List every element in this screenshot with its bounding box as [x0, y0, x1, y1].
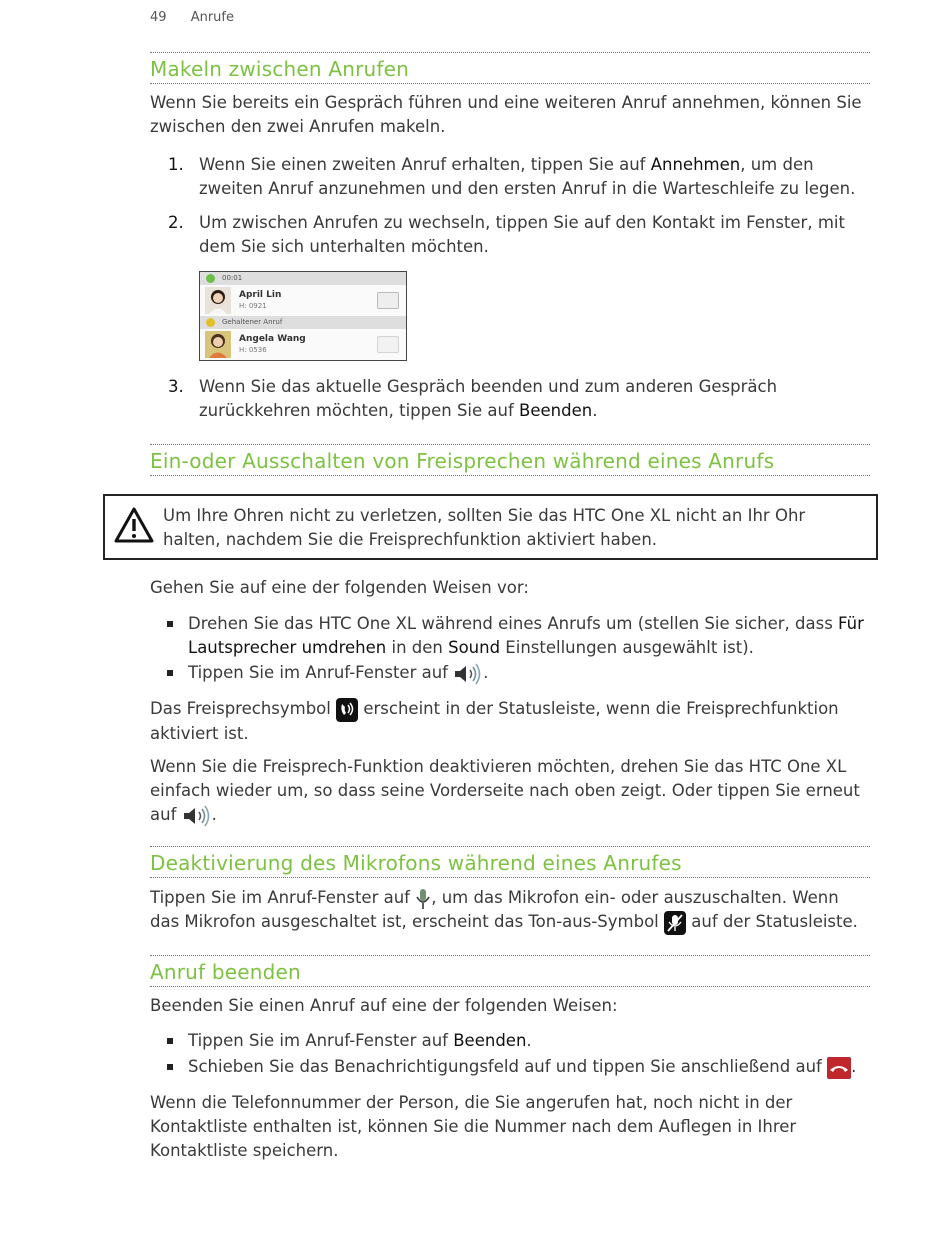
section2-para1: Das Freisprechsymbol erscheint in der Statusleiste, wenn die Freisprechfunktion aktiviert ist. — [150, 699, 839, 743]
bullet-icon — [167, 1064, 173, 1070]
section-heading-makeln: Makeln zwischen Anrufen — [150, 52, 870, 84]
page-number: 49 — [150, 10, 167, 25]
section2-intro: Gehen Sie auf eine der folgenden Weisen vor: — [150, 578, 529, 597]
section4-intro: Beenden Sie einen Anruf auf eine der folgenden Weisen: — [150, 996, 618, 1015]
hold-dot-icon — [206, 318, 215, 327]
chapter-title: Anrufe — [190, 10, 234, 25]
warning-text: Um Ihre Ohren nicht zu verletzen, sollten Sie das HTC One XL nicht an Ihr Ohr halten, nachdem Sie die Freisprechfunktion aktiviert haben. — [163, 506, 806, 549]
mute-status-icon — [664, 911, 686, 935]
avatar — [205, 287, 231, 314]
bold-term: Für Lautsprecher umdrehen — [188, 614, 864, 657]
end-call-icon — [827, 1057, 851, 1079]
avatar — [205, 331, 231, 358]
speaker-icon — [453, 663, 483, 685]
bold-term: Beenden — [519, 401, 593, 420]
step-number: 1. — [168, 155, 184, 174]
active-dot-icon — [206, 274, 215, 283]
manual-page: 49 Anrufe Makeln zwischen Anrufen Wenn Sie bereits ein Gespräch führen und eine weiteren Anruf annehmen, können Sie zwischen den zwei Anrufen makeln. 1. Wenn Sie einen zweiten Anruf erhalten, tippen Sie auf Annehmen, um den zweiten Anruf anzunehmen und den ersten Anruf in die Warteschleife zu legen. 2. Um zwischen Anrufen zu wechseln, tippen Sie auf den Kontakt im Fenster, mit dem Sie sich unterhalten möchten. 00:01 April Lin H: 0921 Gehaltener Anruf Angela Wang H: 0536 3. Wenn Sie das aktuelle Gespräch beenden und zum anderen Gespräch zurückkehren möchten, tippen Sie auf Beenden. Ein-oder Ausschalten von Freisprechen während eines Anrufs Um Ihre Ohren nicht zu verletzen, sollten Sie das HTC One XL nicht an Ihr Ohr halten, nachdem Sie die Freisprechfunktion aktiviert haben. Gehen Sie auf eine der folgenden Weisen vor: Drehen Sie das HTC One XL während eines Anrufs um (stellen Sie sicher, dass Für Lautsprecher umdrehen in den Sound Einstellungen ausgewählt ist). Tippen Sie im Anruf-Fenster auf . Das Freisprechsymbol erscheint in der Statusleiste, wenn die Freisprechfunktion aktiviert ist. Wenn Sie die Freisprech-Funktion deaktivieren möchten, drehen Sie das HTC One XL einfach wieder um, so dass seine Vorderseite nach oben zeigt. Oder tippen Sie erneut auf . Deaktivierung des Mikrofons während eines Anrufes Tippen Sie im Anruf-Fenster auf , um das Mikrofon ein- oder auszuschalten. Wenn das Mikrofon ausgeschaltet ist, erscheint das Ton-aus-Symbol auf der Statusleiste. Anruf beenden Beenden Sie einen Anruf auf eine der folgenden Weisen: Tippen Sie im Anruf-Fenster auf Beenden. Schieben Sie das Benachrichtigungsfeld auf und tippen Sie anschließend auf . Wenn die Telefonnummer der Person, die Sie angerufen hat, noch nicht in der Kontaktliste enthalten ist, können Sie die Nummer nach dem Auflegen in Ihrer Kontaktliste speichern. — [0, 0, 950, 1254]
section1-intro: Wenn Sie bereits ein Gespräch führen und eine weiteren Anruf annehmen, können Sie zwischen den zwei Anrufen makeln. — [150, 93, 862, 136]
bullet-icon — [167, 1038, 173, 1044]
section2-para2: Wenn Sie die Freisprech-Funktion deaktivieren möchten, drehen Sie das HTC One XL einfach wieder um, so dass seine Vorderseite nach oben zeigt. Oder tippen Sie erneut auf . — [150, 755, 870, 827]
bullet-icon — [167, 621, 173, 627]
bold-term: Annehmen — [650, 155, 741, 174]
microphone-icon — [415, 888, 431, 910]
section-heading-freisprechen: Ein-oder Ausschalten von Freisprechen während eines Anrufs — [150, 444, 870, 476]
step-number: 3. — [168, 377, 184, 396]
speakerphone-status-icon — [336, 698, 358, 722]
bold-term: Sound — [448, 638, 501, 657]
section-heading-mikrofon: Deaktivierung des Mikrofons während eines Anrufes — [150, 846, 870, 878]
bold-term: Beenden — [453, 1031, 527, 1050]
warning-box — [103, 494, 878, 560]
merge-icon — [377, 292, 399, 309]
section3-text: Tippen Sie im Anruf-Fenster auf , um das Mikrofon ein- oder auszuschalten. Wenn das Mikrofon ausgeschaltet ist, erscheint das Ton-aus-Symbol auf der Statusleiste. — [150, 886, 870, 935]
section4-outro: Wenn die Telefonnummer der Person, die Sie angerufen hat, noch nicht in der Kontaktliste enthalten ist, können Sie die Nummer nach dem Auflegen in Ihrer Kontaktliste speichern. — [150, 1093, 797, 1160]
caller-row: April Lin H: 0921 — [200, 285, 406, 316]
merge-icon — [377, 336, 399, 353]
section-heading-beenden: Anruf beenden — [150, 955, 870, 987]
speaker-icon — [182, 805, 212, 827]
call-screen-screenshot: 00:01 April Lin H: 0921 Gehaltener Anruf Angela Wang H: 0536 — [199, 271, 407, 361]
page-header — [150, 10, 234, 25]
caller-row: Angela Wang H: 0536 — [200, 329, 406, 360]
step-number: 2. — [168, 213, 184, 232]
bullet-icon — [167, 670, 173, 676]
warning-icon — [113, 506, 155, 544]
